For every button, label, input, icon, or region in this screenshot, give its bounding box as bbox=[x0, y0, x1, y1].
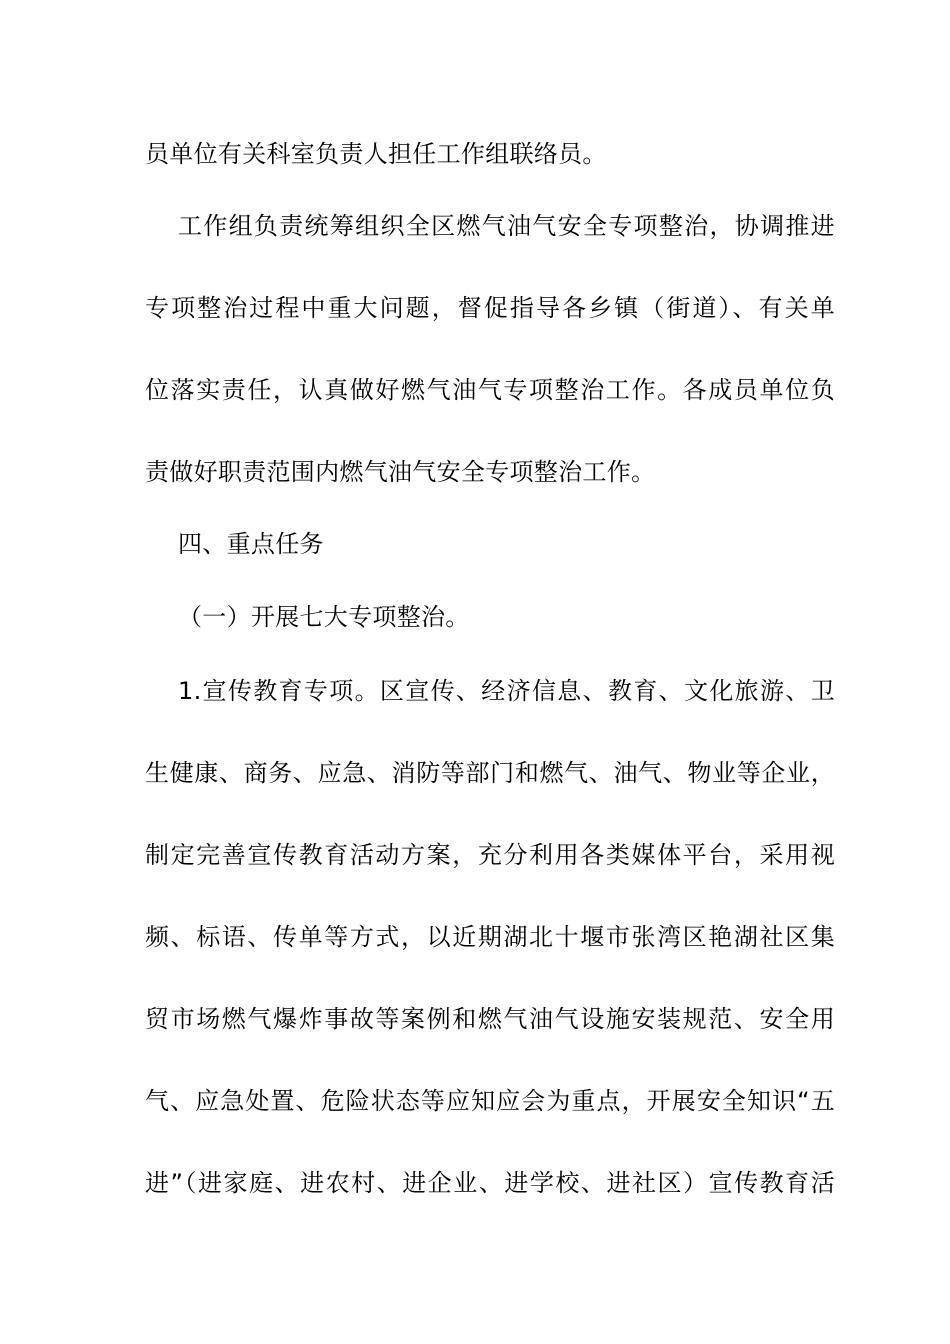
paragraph-line: 位落实责任，认真做好燃气油气专项整治工作。各成员单位负 bbox=[145, 376, 835, 404]
text-line: 员单位有关科室负责人担任工作组联络员。 bbox=[145, 140, 607, 168]
paragraph-line: 1.宣传教育专项。区宣传、经济信息、教育、文化旅游、卫 bbox=[178, 677, 835, 705]
paragraph-line: 进”（进家庭、进农村、进企业、进学校、进社区）宣传教育活 bbox=[145, 1169, 835, 1197]
paragraph-line: 频、标语、传单等方式，以近期湖北十堰市张湾区艳湖社区集 bbox=[145, 923, 835, 951]
subsection-heading: （一）开展七大专项整治。 bbox=[178, 603, 470, 631]
paragraph-line: 生健康、商务、应急、消防等部门和燃气、油气、物业等企业， bbox=[145, 759, 835, 787]
paragraph-line: 工作组负责统筹组织全区燃气油气安全专项整治，协调推进 bbox=[178, 212, 835, 240]
paragraph-line: 责做好职责范围内燃气油气安全专项整治工作。 bbox=[145, 458, 656, 486]
paragraph-line: 专项整治过程中重大问题，督促指导各乡镇（街道）、有关单 bbox=[145, 294, 835, 322]
paragraph-line: 贸市场燃气爆炸事故等案例和燃气油气设施安装规范、安全用 bbox=[145, 1005, 835, 1033]
paragraph-line: 制定完善宣传教育活动方案，充分利用各类媒体平台，采用视 bbox=[145, 841, 835, 869]
section-heading: 四、重点任务 bbox=[178, 530, 324, 558]
paragraph-line: 气、应急处置、危险状态等应知应会为重点，开展安全知识“五 bbox=[145, 1087, 835, 1115]
